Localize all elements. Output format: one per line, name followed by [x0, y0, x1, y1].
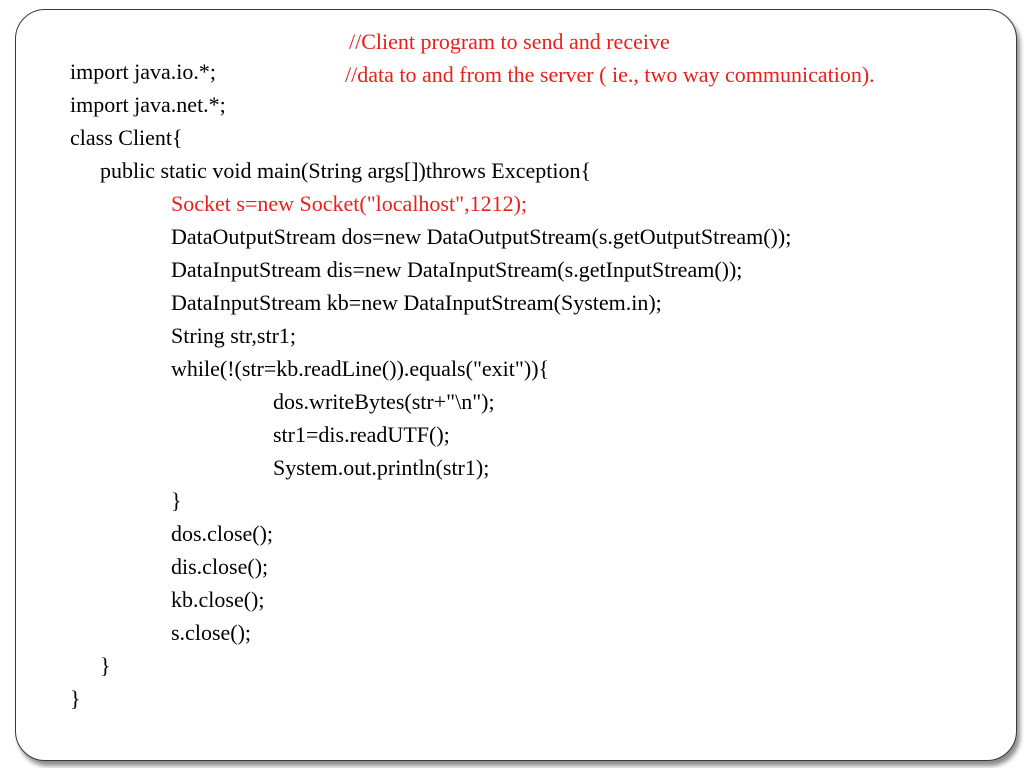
code-text: DataInputStream dis=new DataInputStream(s.getInputStream());: [171, 257, 743, 282]
code-text: DataOutputStream dos=new DataOutputStream(s.getOutputStream());: [171, 224, 792, 249]
code-text: dos.writeBytes(str+"\n");: [273, 389, 495, 414]
code-line-kb: [37, 258, 1012, 315]
code-text: System.out.println(str1);: [273, 455, 490, 480]
code-text: class Client{: [70, 125, 183, 150]
code-text-highlight: Socket s=new Socket("localhost",1212);: [171, 191, 528, 216]
code-line-class-close: [37, 654, 1012, 711]
code-line-kb-close: [37, 555, 1012, 612]
code-text: DataInputStream kb=new DataInputStream(System.in);: [171, 290, 662, 315]
code-comment: //Client program to send and receive: [349, 29, 670, 54]
code-line-main-close: [37, 621, 1012, 678]
code-text: String str,str1;: [171, 323, 297, 348]
code-text: }: [100, 653, 111, 678]
code-line-println: [37, 423, 1012, 480]
code-block: [37, 27, 1012, 711]
code-text: dos.close();: [171, 521, 274, 546]
code-text: while(!(str=kb.readLine()).equals("exit")){: [171, 356, 550, 381]
code-text: }: [70, 686, 81, 711]
code-line-main-decl: [37, 126, 1012, 183]
code-line-import-net: [37, 60, 1012, 117]
code-line-s-close: [37, 588, 1012, 645]
code-line-dis-close: [37, 522, 1012, 579]
code-text: }: [171, 488, 182, 513]
code-line-dos-close: [37, 489, 1012, 546]
code-text: str1=dis.readUTF();: [273, 422, 450, 447]
code-line-while: [37, 324, 1012, 381]
code-line-dos: [37, 192, 1012, 249]
code-text: dis.close();: [171, 554, 269, 579]
code-text: import java.net.*;: [70, 92, 226, 117]
code-line-class-decl: [37, 93, 1012, 150]
code-text: import java.io.*;: [70, 59, 217, 84]
code-line-write-bytes: [37, 357, 1012, 414]
code-line-read-utf: [37, 390, 1012, 447]
code-text: public static void main(String args[])throws Exception{: [100, 158, 592, 183]
code-comment: //data to and from the server ( ie., two way communication).: [345, 62, 875, 87]
code-line-dis: [37, 225, 1012, 282]
code-line-while-close: [37, 456, 1012, 513]
code-text: kb.close();: [171, 587, 265, 612]
code-line-socket: [37, 159, 1012, 216]
code-line-str-decl: [37, 291, 1012, 348]
code-text: s.close();: [171, 620, 252, 645]
